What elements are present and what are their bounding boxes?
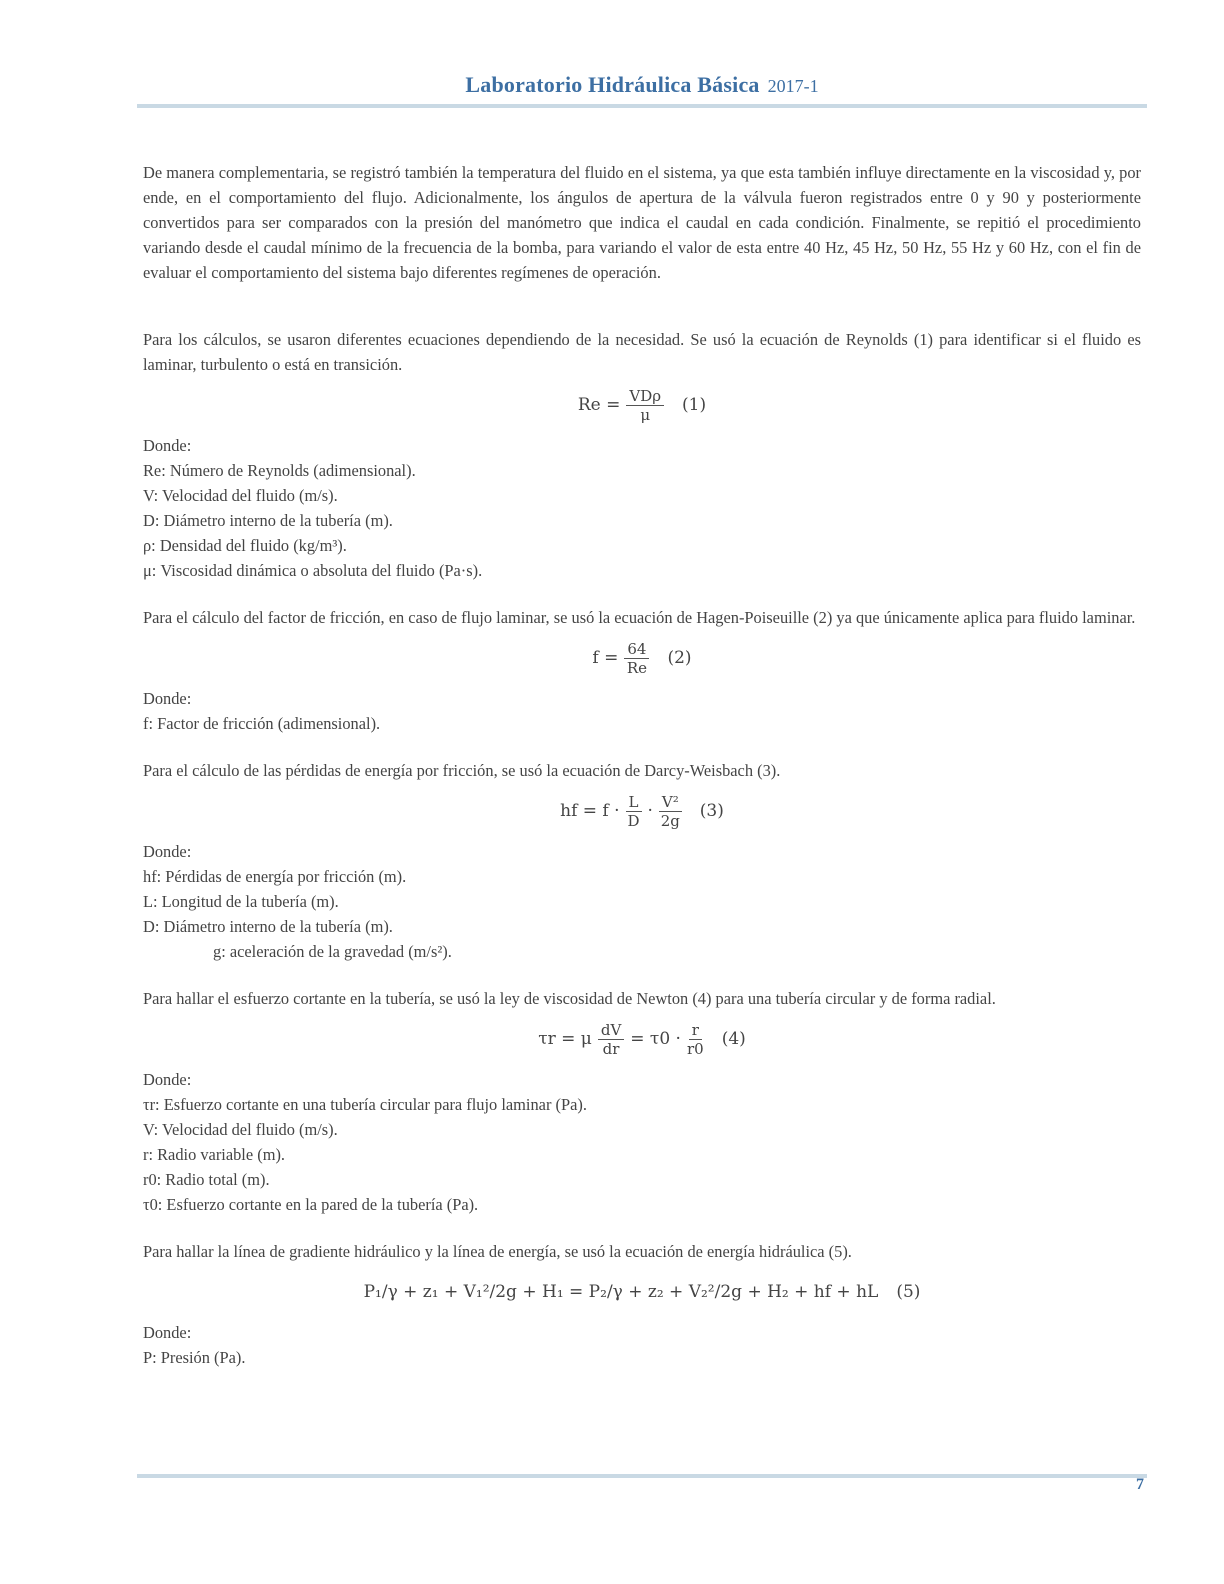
footer-rule xyxy=(137,1474,1147,1478)
energy-equation xyxy=(143,1270,1141,1314)
eq-label: (2) xyxy=(667,647,692,668)
energy-intro: Para hallar la línea de gradiente hidráulico y la línea de energía, se usó la ecuación de energía hidráulica (5). xyxy=(143,1242,852,1261)
eq-denominator: D xyxy=(627,811,640,830)
eq-fraction xyxy=(659,793,682,830)
header-year: 2017-1 xyxy=(767,76,819,96)
var-line: r0: Radio total (m). xyxy=(143,1170,270,1189)
eq-fraction xyxy=(626,793,642,830)
eq-denominator: μ xyxy=(640,405,651,424)
var-line: V: Velocidad del fluido (m/s). xyxy=(143,486,338,505)
shear-equation xyxy=(143,1017,1141,1061)
donde-label: Donde: xyxy=(143,436,192,455)
header-rule xyxy=(137,104,1147,108)
donde-label: Donde: xyxy=(143,842,192,861)
document-body xyxy=(143,160,1141,1370)
var-line: μ: Viscosidad dinámica o absoluta del fluido (Pa·s). xyxy=(143,561,483,580)
eq-numerator: L xyxy=(626,793,642,812)
eq-lhs: τr = μ xyxy=(538,1028,592,1049)
darcy-intro: Para el cálculo de las pérdidas de energía por fricción, se usó la ecuación de Darcy-Weisbach (3). xyxy=(143,761,781,780)
donde-label: Donde: xyxy=(143,689,192,708)
var-line: τr: Esfuerzo cortante en una tubería circular para flujo laminar (Pa). xyxy=(143,1095,587,1114)
page-number: 7 xyxy=(1136,1476,1144,1493)
eq-numerator: VDρ xyxy=(626,387,664,406)
darcy-equation xyxy=(143,789,1141,833)
var-line: τ0: Esfuerzo cortante en la pared de la tubería (Pa). xyxy=(143,1195,479,1214)
var-line: hf: Pérdidas de energía por fricción (m). xyxy=(143,867,407,886)
friction-intro: Para el cálculo del factor de fricción, en caso de flujo laminar, se usó la ecuación de Hagen-Poiseuille (2) ya que únicamente aplica para fluido laminar. xyxy=(143,608,1136,627)
var-line: f: Factor de fricción (adimensional). xyxy=(143,714,381,733)
donde-label: Donde: xyxy=(143,1323,192,1342)
eq-label: (3) xyxy=(699,800,724,821)
eq-numerator: dV xyxy=(598,1021,624,1040)
eq-fraction xyxy=(624,640,649,677)
var-line: Re: Número de Reynolds (adimensional). xyxy=(143,461,416,480)
eq-fraction xyxy=(687,1021,704,1058)
eq-fraction xyxy=(598,1021,624,1058)
var-line: P: Presión (Pa). xyxy=(143,1348,246,1367)
intro-paragraph: De manera complementaria, se registró también la temperatura del fluido en el sistema, ya que esta también influye directamente en la viscosidad y, por ende, en el comportamiento del flujo. Adicionalmente, los ángulos de apertura de la válvula fueron registrados entre 0 y 90 y posteriormente convertidos para ser comparados con la presión del manómetro que indica el caudal en cada condición. Finalmente, se repitió el procedimiento variando desde el caudal mínimo de la frecuencia de la bomba, para variando el valor de esta entre 40 Hz, 45 Hz, 50 Hz, 55 Hz y 60 Hz, con el fin de evaluar el comportamiento del sistema bajo diferentes regímenes de operación. xyxy=(143,163,1141,282)
eq-lhs: Re = xyxy=(577,394,621,415)
friction-equation xyxy=(143,636,1141,680)
var-line: D: Diámetro interno de la tubería (m). xyxy=(143,917,393,936)
reynolds-intro: Para los cálculos, se usaron diferentes ecuaciones dependiendo de la necesidad. Se usó la ecuación de Reynolds (1) para identificar si el fluido es laminar, turbulento o está en transición. xyxy=(143,330,1141,374)
eq-denominator: Re xyxy=(626,658,647,677)
eq-lhs: hf = f · xyxy=(560,800,620,821)
reynolds-equation xyxy=(143,383,1141,427)
eq-operator: · xyxy=(647,800,653,821)
eq-text: P₁/γ + z₁ + V₁²/2g + H₁ = P₂/γ + z₂ + V₂²/2g + H₂ + hf + hL xyxy=(363,1281,879,1302)
shear-intro: Para hallar el esfuerzo cortante en la tubería, se usó la ley de viscosidad de Newton (4) para una tubería circular y de forma radial. xyxy=(143,989,996,1008)
header-title: Laboratorio Hidráulica Básica xyxy=(465,72,760,97)
eq-fraction xyxy=(626,387,664,424)
var-line: V: Velocidad del fluido (m/s). xyxy=(143,1120,338,1139)
eq-numerator: V² xyxy=(659,793,682,812)
var-line: D: Diámetro interno de la tubería (m). xyxy=(143,511,393,530)
eq-label: (4) xyxy=(721,1028,746,1049)
eq-denominator: 2g xyxy=(660,811,680,830)
eq-label: (1) xyxy=(682,394,707,415)
eq-denominator: dr xyxy=(602,1039,620,1058)
eq-numerator: 64 xyxy=(624,640,649,659)
eq-lhs: f = xyxy=(592,647,619,668)
var-line: L: Longitud de la tubería (m). xyxy=(143,892,339,911)
eq-numerator: r xyxy=(689,1021,702,1040)
var-line: r: Radio variable (m). xyxy=(143,1145,286,1164)
donde-label: Donde: xyxy=(143,1070,192,1089)
eq-denominator: r0 xyxy=(686,1039,704,1058)
eq-rhs: = τ0 · xyxy=(630,1028,681,1049)
var-line: ρ: Densidad del fluido (kg/m³). xyxy=(143,536,347,555)
eq-label: (5) xyxy=(896,1281,921,1302)
var-line: g: aceleración de la gravedad (m/s²). xyxy=(213,942,452,961)
